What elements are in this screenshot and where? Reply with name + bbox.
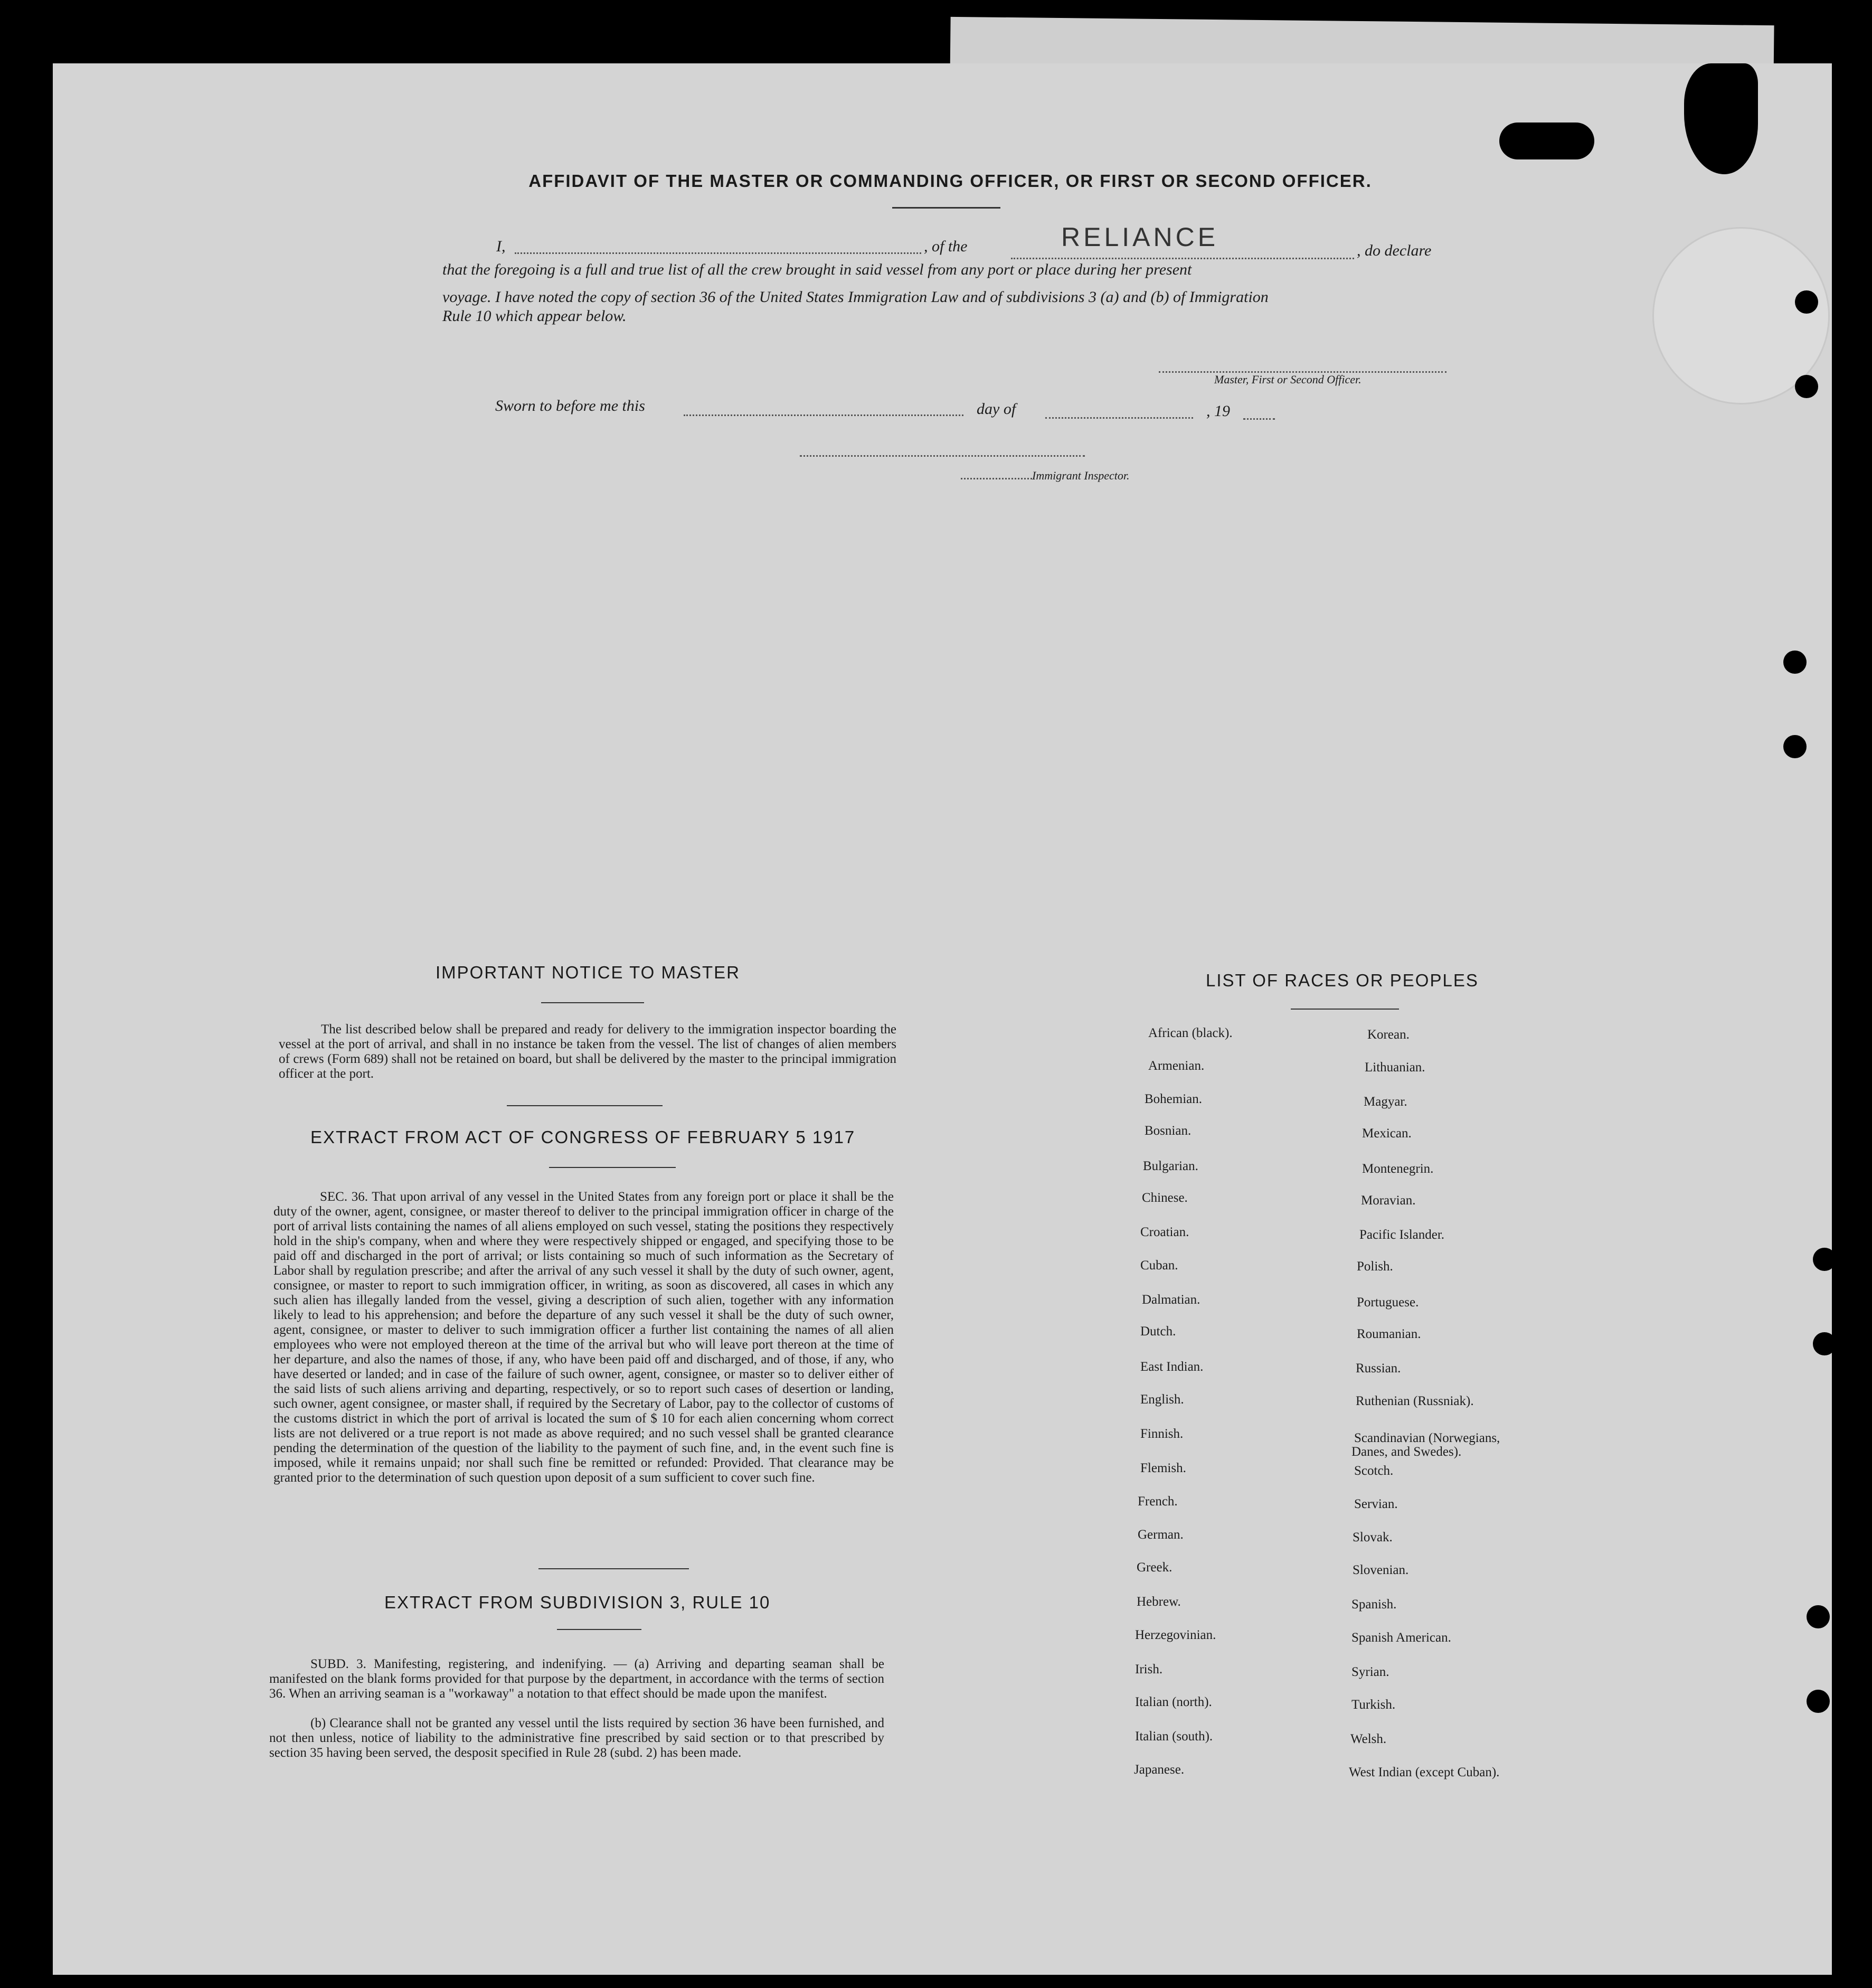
punch-hole <box>1807 1690 1830 1713</box>
race-item: Slovak. <box>1353 1530 1393 1544</box>
extract-act-title: EXTRACT FROM ACT OF CONGRESS OF FEBRUARY 5 1917 <box>310 1127 856 1147</box>
extract-rule-underline <box>557 1629 641 1630</box>
of-the-label: , of the <box>924 238 968 255</box>
race-item: Roumanian. <box>1357 1327 1421 1341</box>
sworn-month-line <box>1045 417 1193 419</box>
race-item: Italian (south). <box>1135 1729 1213 1744</box>
race-item: Bosnian. <box>1145 1124 1192 1138</box>
affidavit-body-2: voyage. I have noted the copy of section 36 of the United States Immigration Law and of subdivisions 3 (a) and (b) of Immigration <box>442 288 1269 306</box>
race-item: Lithuanian. <box>1365 1060 1425 1075</box>
races-title: LIST OF RACES OR PEOPLES <box>1206 971 1479 990</box>
name-field-line <box>515 252 921 254</box>
punch-hole <box>1813 1248 1836 1271</box>
race-item-right-continuation: Danes, and Swedes). <box>1351 1445 1462 1459</box>
race-item: Scandinavian (Norwegians, <box>1354 1431 1500 1445</box>
inspector-caption: Immigrant Inspector. <box>1032 469 1130 482</box>
race-item: Pacific Islander. <box>1359 1228 1445 1242</box>
race-item: West Indian (except Cuban). <box>1349 1765 1500 1779</box>
race-item: Montenegrin. <box>1362 1162 1434 1176</box>
race-item: Herzegovinian. <box>1135 1628 1216 1642</box>
race-item: Spanish. <box>1351 1597 1397 1612</box>
race-item: Portuguese. <box>1357 1295 1419 1309</box>
notice-divider <box>507 1105 663 1106</box>
race-item: Scotch. <box>1354 1464 1394 1478</box>
sworn-year-line <box>1243 418 1275 420</box>
extract-rule-title: EXTRACT FROM SUBDIVISION 3, RULE 10 <box>384 1593 771 1612</box>
extract-rule-text-a: SUBD. 3. Manifesting, registering, and indenifying. — (a) Arriving and departing seaman shall be manifested on the blank forms provided for that purpose by the department, in accordance with the terms of section 36. When an arriving seaman is a "workaway" a notation to that effect should be made upon the manifest. <box>269 1657 884 1701</box>
race-item: Ruthenian (Russniak). <box>1356 1394 1474 1408</box>
race-item: Finnish. <box>1140 1427 1184 1441</box>
race-item: English. <box>1140 1392 1184 1407</box>
affidavit-title: AFFIDAVIT OF THE MASTER OR COMMANDING OFFICER, OR FIRST OR SECOND OFFICER. <box>528 171 1372 191</box>
race-item: Korean. <box>1367 1028 1410 1042</box>
race-item: Magyar. <box>1364 1095 1407 1109</box>
affidavit-body-1: that the foregoing is a full and true list of all the crew brought in said vessel from any port or place during her present <box>442 261 1192 278</box>
notice-title: IMPORTANT NOTICE TO MASTER <box>436 963 741 982</box>
punch-hole <box>1795 290 1818 314</box>
race-item: Polish. <box>1357 1259 1393 1274</box>
race-item: African (black). <box>1148 1026 1233 1040</box>
extract-act-text: SEC. 36. That upon arrival of any vessel in the United States from any foreign port or place it shall be the duty of the owner, agent, consignee, or master thereof to deliver to the principal immigration officer in charge of the port of arrival lists containing the names of all aliens employed on such vessel, stating the positions they respectively hold in the ship's company, when and where they were respectively shipped or engaged, and specifying those to be paid off and discharged in the port of arrival; or lists containing so much of such information as the Secretary of Labor shall by regulation prescribe; and after the arrival of any such vessel it shall by the duty of such owner, agent, consignee, or master to report to such immigration officer, in writing, as soon as discovered, all cases in which any such alien has illegally landed from the vessel, giving a description of such alien, together with any information likely to lead to his apprehension; and before the departure of any such vessel it shall be the duty of such owner, agent, consignee, or master to deliver to such immigration officer a further list containing the names of all alien employees who were not employed thereon at the time of the arrival but who will leave port thereon at the time of her departure, and also the names of those, if any, who have been paid off and discharged, and of those, if any, who have deserted or landed; and in case of the failure of such owner, agent, consignee, or master so to deliver either of the said lists of such aliens arriving and departing, respectively, or so to report such cases of desertion or landing, such owner, agent consignee, or master shall, if required by the Secretary of Labor, pay to the collector of customs of the customs district in which the port of arrival is located the sum of $ 10 for each alien concerning whom correct lists are not delivered or a true report is not made as above required; and no such vessel shall be granted clearance pending the determination of the question of the liability to the payment of such fine, and, in the event such fine is imposed, while it remains unpaid; nor shall such fine be remitted or refunded: Provided. That clearance may be granted prior to the determination of such question upon deposit of a sum sufficient to cover such fine. <box>273 1190 894 1485</box>
punch-hole <box>1783 651 1807 674</box>
race-item: Chinese. <box>1142 1191 1188 1205</box>
race-item: East Indian. <box>1140 1360 1204 1374</box>
inspector-field-line <box>800 455 1085 457</box>
race-item: Irish. <box>1135 1662 1163 1676</box>
title-underline <box>892 207 1000 209</box>
race-item: Dutch. <box>1140 1324 1176 1339</box>
race-item: Slovenian. <box>1353 1563 1409 1577</box>
notice-text: The list described below shall be prepared and ready for delivery to the immigration inspector boarding the vessel at the port of arrival, and shall in no instance be taken from the vessel. The list of changes of alien members of crews (Form 689) shall not be retained on board, but shall be delivered by the master to the principal immigration officer at the port. <box>279 1022 896 1081</box>
day-of-label: day of <box>977 400 1016 418</box>
race-item: Flemish. <box>1140 1461 1186 1475</box>
i-label: I, <box>496 238 506 255</box>
race-item: Bohemian. <box>1145 1092 1203 1106</box>
race-item: German. <box>1138 1528 1184 1542</box>
extract-act-divider <box>538 1568 689 1569</box>
extract-act-underline <box>549 1167 676 1168</box>
race-item: Russian. <box>1356 1361 1401 1375</box>
race-item: Italian (north). <box>1135 1695 1212 1709</box>
race-item: Cuban. <box>1140 1258 1178 1273</box>
sworn-label: Sworn to before me this <box>495 397 645 414</box>
race-item: Croatian. <box>1140 1225 1189 1239</box>
vessel-field-line <box>1011 258 1354 259</box>
race-item: Dalmatian. <box>1142 1293 1200 1307</box>
punch-hole <box>1795 375 1818 398</box>
do-declare-label: , do declare <box>1357 242 1432 259</box>
signature-caption: Master, First or Second Officer. <box>1214 373 1362 386</box>
inspector-field-line-2 <box>961 478 1032 479</box>
race-item: Greek. <box>1137 1560 1173 1575</box>
punch-hole <box>1813 1332 1836 1355</box>
punch-hole <box>1783 735 1807 758</box>
year-label: , 19 <box>1206 402 1230 420</box>
race-item: Armenian. <box>1148 1059 1205 1073</box>
race-item: Moravian. <box>1361 1193 1416 1208</box>
race-item: Syrian. <box>1351 1665 1389 1679</box>
race-item: Bulgarian. <box>1143 1159 1198 1173</box>
extract-rule-text-b: (b) Clearance shall not be granted any vessel until the lists required by section 36 have been furnished, and not then unless, notice of liability to the administrative fine prescribed by said section or to that prescribed by section 35 having been served, the desposit specified in Rule 28 (subd. 2) has been made. <box>269 1716 884 1760</box>
tape-blot <box>1499 123 1594 159</box>
race-item: French. <box>1138 1494 1178 1509</box>
race-item: Mexican. <box>1362 1126 1412 1141</box>
race-item: Spanish American. <box>1351 1631 1451 1645</box>
race-item: Hebrew. <box>1137 1595 1181 1609</box>
race-item: Welsh. <box>1350 1732 1387 1746</box>
notice-underline <box>541 1002 644 1003</box>
races-underline <box>1291 1009 1399 1010</box>
sworn-day-line <box>684 414 963 416</box>
race-item: Servian. <box>1354 1497 1398 1511</box>
race-item: Turkish. <box>1351 1698 1396 1712</box>
affidavit-body-3: Rule 10 which appear below. <box>442 307 627 325</box>
race-item: Japanese. <box>1134 1763 1185 1777</box>
punch-hole <box>1807 1605 1830 1628</box>
vessel-name-stamp: RELIANCE <box>1061 222 1219 252</box>
